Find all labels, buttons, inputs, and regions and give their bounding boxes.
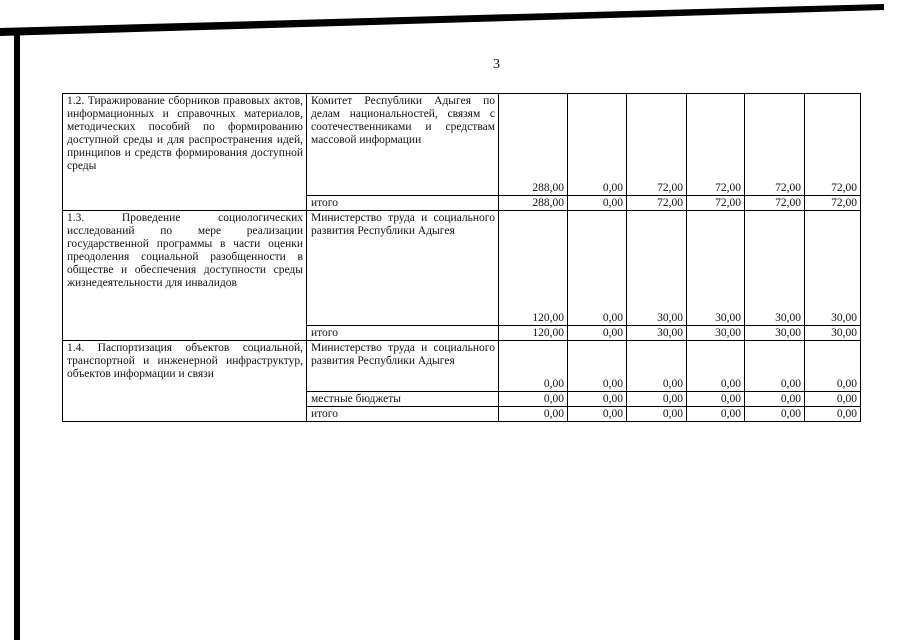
cell-value: 0,00 — [568, 326, 627, 341]
cell-value: 0,00 — [627, 407, 687, 422]
cell-value: 0,00 — [568, 392, 627, 407]
budget-table — [62, 93, 861, 422]
cell-value: 0,00 — [568, 211, 627, 326]
cell-value: 0,00 — [568, 407, 627, 422]
cell-value: 72,00 — [805, 196, 861, 211]
table-row — [63, 211, 861, 326]
subrow-label: итого — [307, 407, 499, 422]
cell-total: 0,00 — [499, 392, 568, 407]
row-description: 1.4. Паспортизация объектов социальной, транспортной и инженерной инфраструктур, объектов информации и связи — [63, 341, 307, 422]
cell-value: 30,00 — [745, 326, 805, 341]
subrow-label: итого — [307, 196, 499, 211]
page-border-left — [14, 30, 20, 640]
cell-value: 0,00 — [805, 407, 861, 422]
cell-value: 72,00 — [745, 196, 805, 211]
cell-value: 30,00 — [627, 326, 687, 341]
cell-value: 0,00 — [568, 94, 627, 196]
row-executor: Министерство труда и социального развития Республики Адыгея — [307, 211, 499, 326]
cell-value: 0,00 — [745, 341, 805, 392]
cell-value: 0,00 — [687, 392, 745, 407]
row-description: 1.3. Проведение социологических исследований по мере реализации государственной программы в части оценки преодоления социальной разобщенности в обществе и обеспечения доступности среды жизнедеятельности для инвалидов — [63, 211, 307, 341]
cell-value: 0,00 — [627, 392, 687, 407]
cell-value: 72,00 — [687, 196, 745, 211]
cell-total: 288,00 — [499, 196, 568, 211]
cell-value: 30,00 — [805, 211, 861, 326]
subrow-label: итого — [307, 326, 499, 341]
cell-value: 72,00 — [687, 94, 745, 196]
table-row — [63, 94, 861, 196]
cell-value: 30,00 — [627, 211, 687, 326]
cell-value: 0,00 — [745, 407, 805, 422]
cell-total: 120,00 — [499, 326, 568, 341]
cell-value: 0,00 — [568, 341, 627, 392]
cell-total: 288,00 — [499, 94, 568, 196]
cell-value: 72,00 — [627, 196, 687, 211]
cell-value: 72,00 — [745, 94, 805, 196]
cell-value: 0,00 — [687, 407, 745, 422]
cell-value: 0,00 — [568, 196, 627, 211]
cell-value: 30,00 — [745, 211, 805, 326]
cell-value: 0,00 — [687, 341, 745, 392]
cell-value: 0,00 — [805, 392, 861, 407]
row-executor: Комитет Республики Адыгея по делам национальностей, связям с соотечественниками и средствам массовой информации — [307, 94, 499, 196]
cell-total: 0,00 — [499, 341, 568, 392]
table-row — [63, 341, 861, 392]
cell-value: 30,00 — [687, 211, 745, 326]
cell-value: 0,00 — [805, 341, 861, 392]
cell-total: 120,00 — [499, 211, 568, 326]
cell-value: 0,00 — [745, 392, 805, 407]
cell-total: 0,00 — [499, 407, 568, 422]
subrow-label: местные бюджеты — [307, 392, 499, 407]
cell-value: 30,00 — [805, 326, 861, 341]
cell-value: 0,00 — [627, 341, 687, 392]
page-border-top — [0, 0, 905, 40]
cell-value: 72,00 — [627, 94, 687, 196]
row-executor: Министерство труда и социального развития Республики Адыгея — [307, 341, 499, 392]
page-number: 3 — [493, 57, 500, 72]
cell-value: 30,00 — [687, 326, 745, 341]
cell-value: 72,00 — [805, 94, 861, 196]
row-description: 1.2. Тиражирование сборников правовых актов, информационных и справочных материалов, методических пособий по формированию доступной среды и для распространения идей, принципов и средств формирования доступной среды — [63, 94, 307, 211]
